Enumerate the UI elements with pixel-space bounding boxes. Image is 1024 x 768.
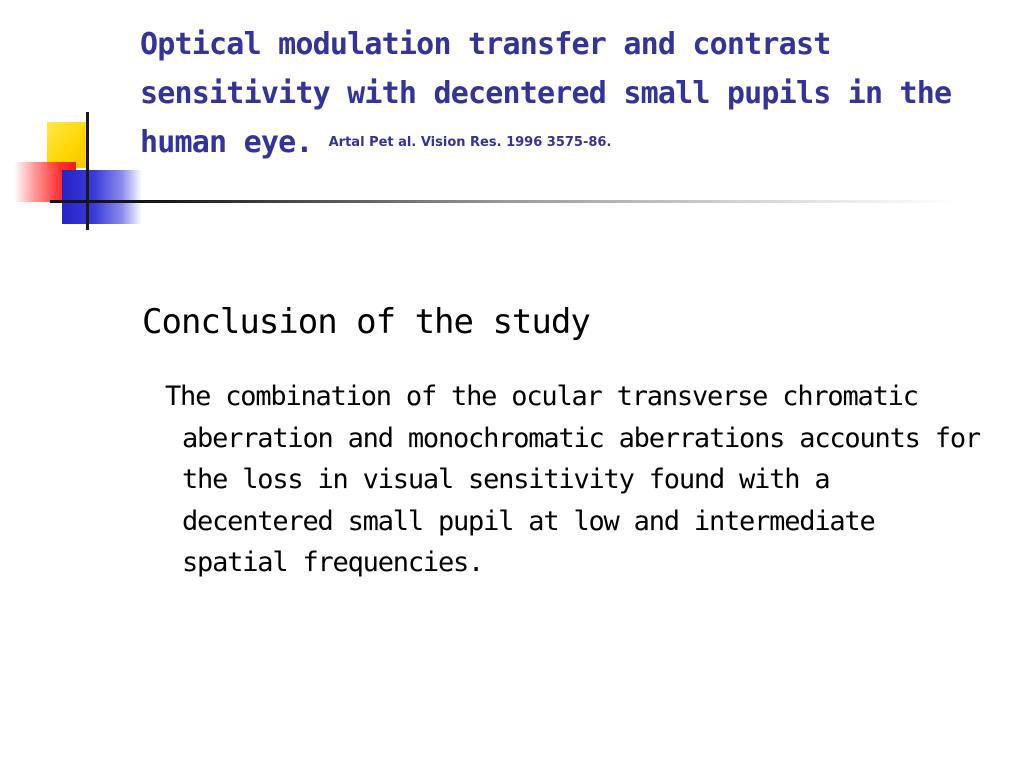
- slide-title-text: Optical modulation transfer and contrast sensitivity with decentered small pupils in the human eye.: [140, 27, 952, 160]
- section-heading: Conclusion of the study: [142, 302, 590, 342]
- decorative-vertical-line: [86, 112, 89, 230]
- title-underline: [50, 200, 962, 203]
- decorative-blue-square: [62, 170, 142, 224]
- slide-title: [140, 20, 970, 167]
- citation: Artal Pet al. Vision Res. 1996 3575-86.: [328, 135, 612, 150]
- conclusion-text: The combination of the ocular transverse chromatic aberration and monochromatic aberrations accounts for the loss in visual sensitivity found with a decentered small pupil at low and intermediate spatial frequencies.: [165, 381, 980, 578]
